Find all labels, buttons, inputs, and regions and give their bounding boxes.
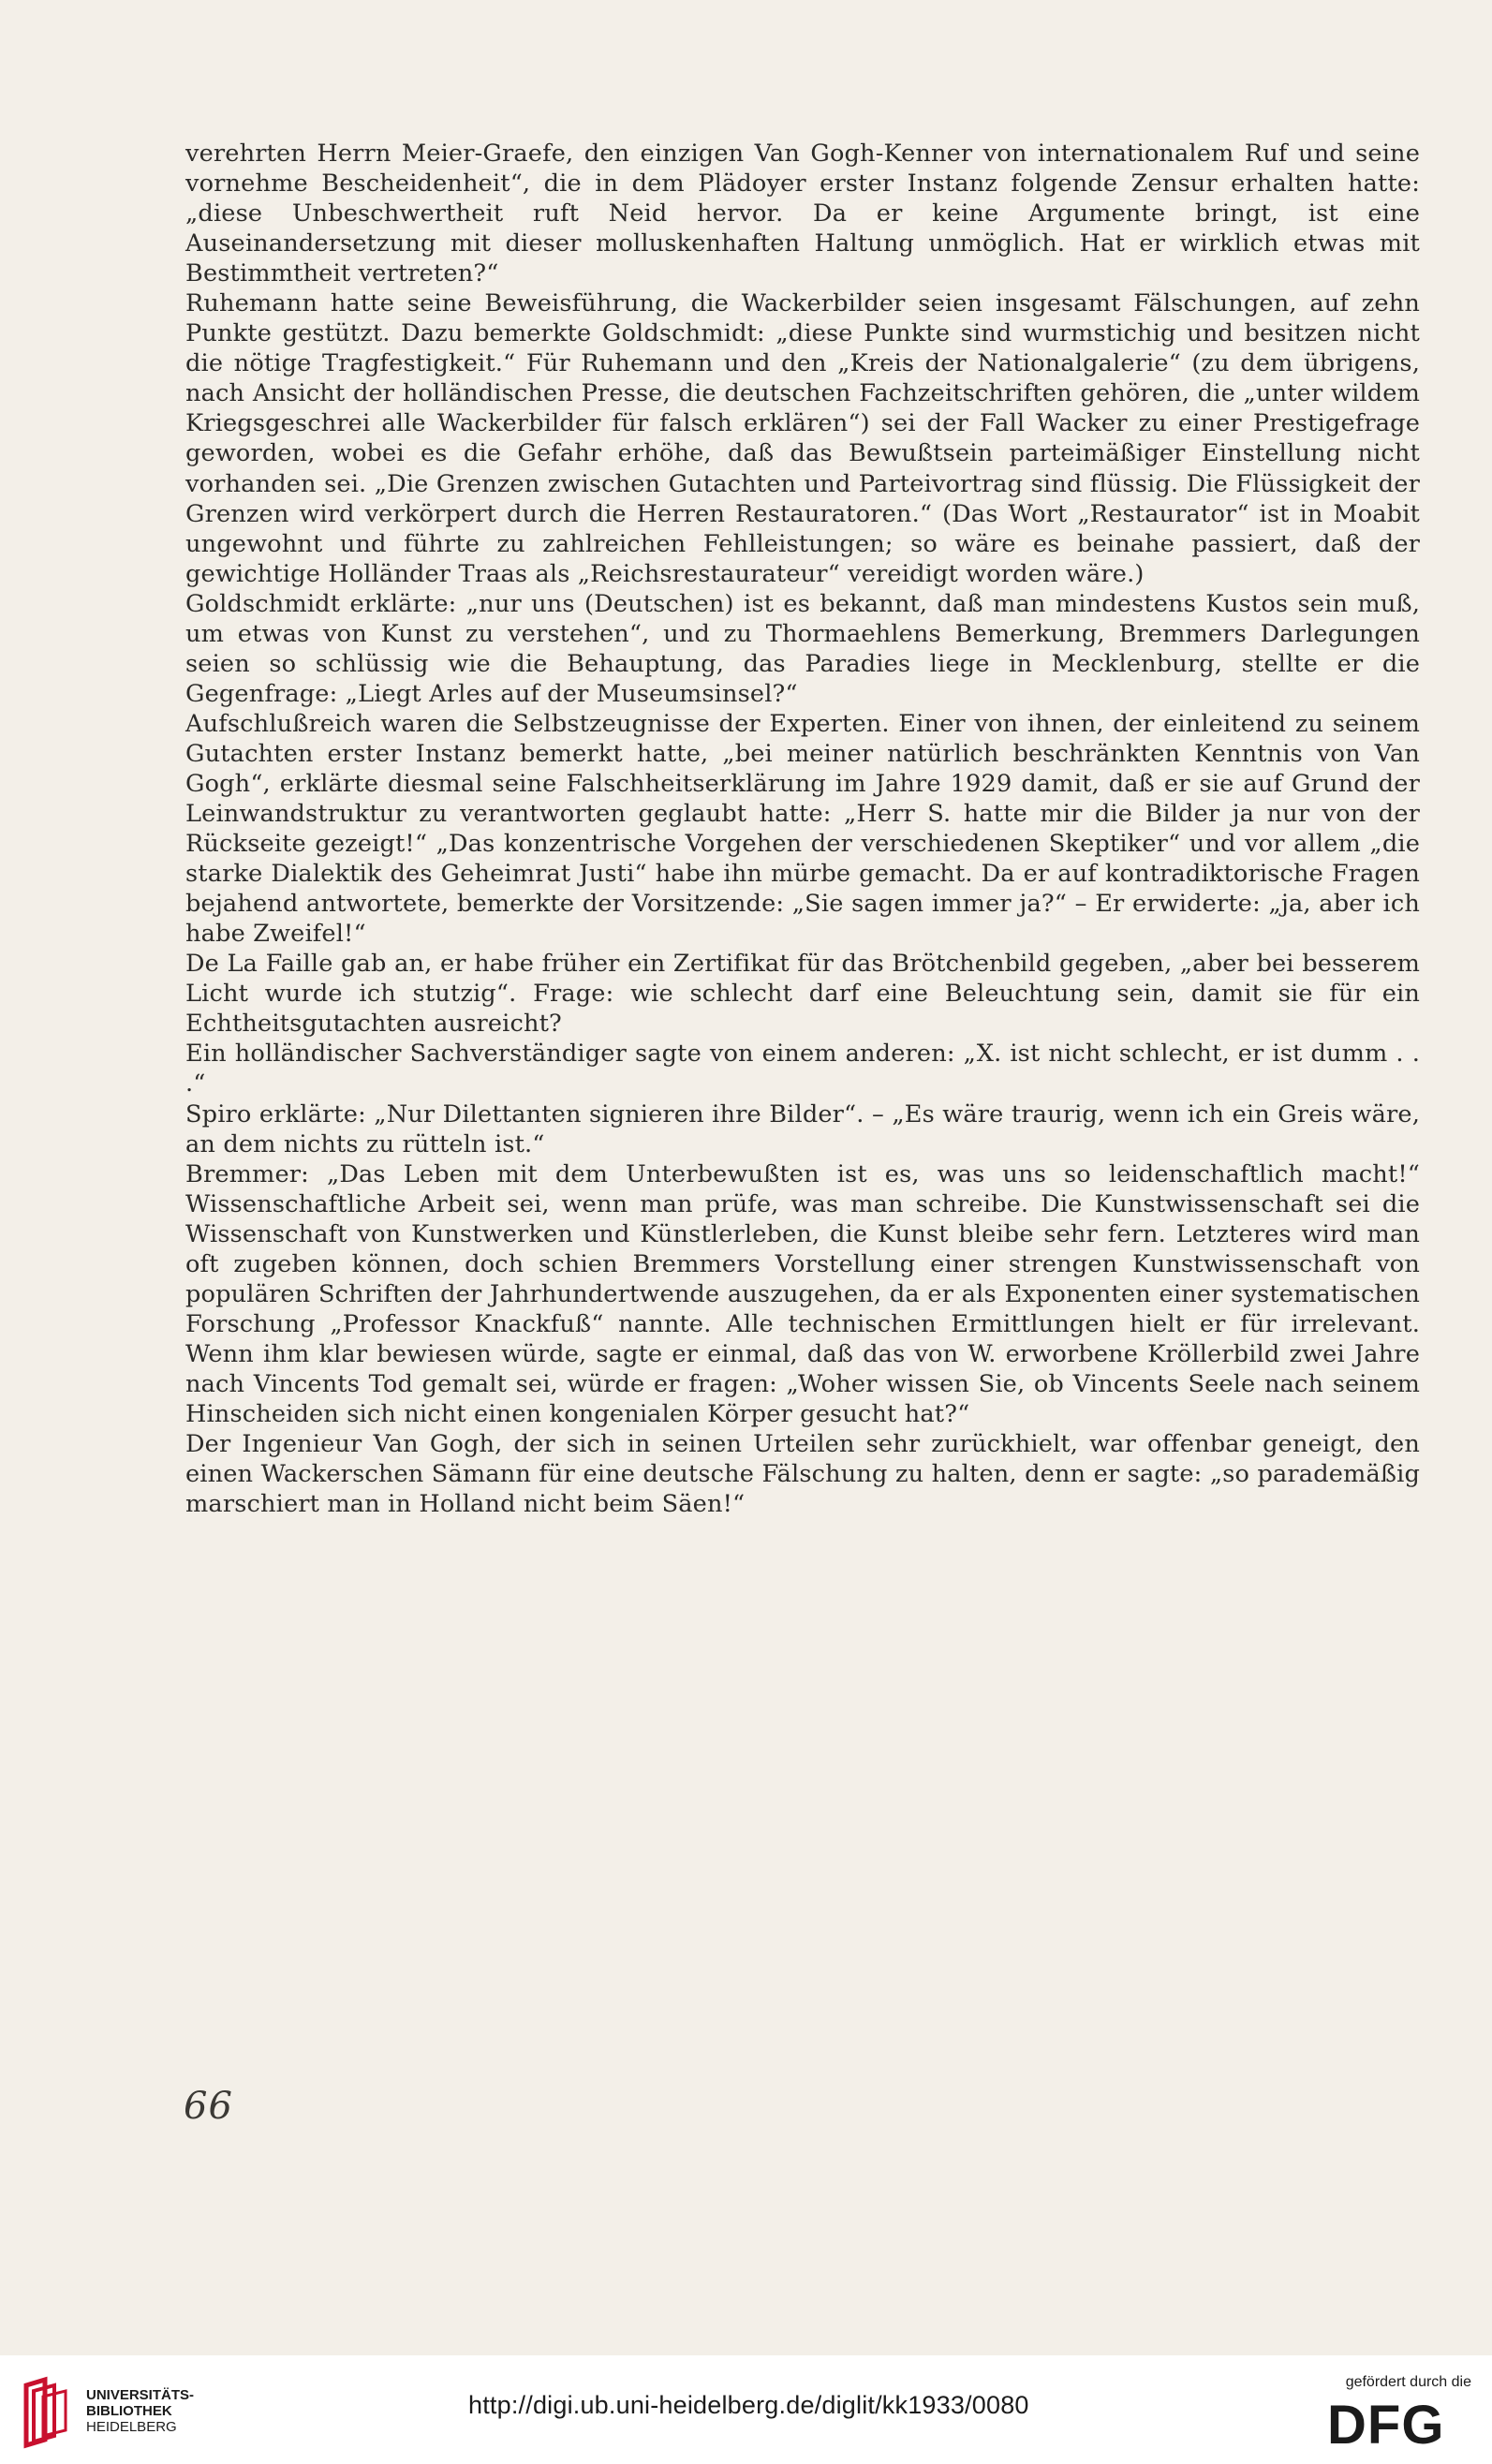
dfg-logo-text: DFG [1327,2397,1445,2449]
paragraph-7: Spiro erklärte: „Nur Dilettanten signieren ihre Bilder“. – „Es wäre traurig, wenn ich ein Greis wäre, an dem nichts zu rütteln ist.“ [185,1099,1420,1158]
footer-bar [0,2355,1492,2464]
document-url-link[interactable]: http://digi.ub.uni-heidelberg.de/diglit/kk1933/0080 [468,2391,1029,2419]
page-number: 66 [184,2085,233,2128]
body-text [185,139,1420,1519]
library-name-line-2: BIBLIOTHEK [86,2403,172,2419]
dfg-logo-icon[interactable] [1325,2397,1471,2449]
library-name[interactable] [86,2387,194,2435]
paragraph-6: Ein holländischer Sachverständiger sagte von einem anderen: „X. ist nicht schlecht, er ist dumm . . .“ [185,1040,1420,1099]
paragraph-3: Goldschmidt erklärte: „nur uns (Deutschen) ist es bekannt, daß man mindestens Kustos sein muß, um etwas von Kunst zu verstehen“, und zu Thormaehlens Bemerkung, Bremmers Darlegungen seien so schlüssig wie die Behauptung, das Paradies liege in Mecklenburg, stellte er die Gegenfrage: „Liegt Arles auf der Museumsinsel?“ [185,589,1420,708]
paragraph-2: Ruhemann hatte seine Beweisführung, die Wackerbilder seien insgesamt Fälschungen, auf zehn Punkte gestützt. Dazu bemerkte Goldschmidt: „diese Punkte sind wurmstichig und besitzen nicht die nötige Tragfestigkeit.“ Für Ruhemann und den „Kreis der Nationalgalerie“ (zu dem übrigens, nach Ansicht der holländischen Presse, die deutschen Fachzeitschriften gehören, die „unter wildem Kriegsgeschrei alle Wackerbilder für falsch erklären“) sei der Fall Wacker zu einer Prestigefrage geworden, wobei es die Gefahr erhöhe, daß das Bewußtsein parteimäßiger Einstellung nicht vorhanden sei. „Die Grenzen zwischen Gutachten und Parteivortrag sind flüssig. Die Flüssigkeit der Grenzen wird verkörpert durch die Herren Restauratoren.“ (Das Wort „Restaurator“ ist in Moabit ungewohnt und führte zu zahlreichen Fehlleistungen; so wäre es beinahe passiert, daß der gewichtige Holländer Traas als „Reichsrestaurateur“ vereidigt worden wäre.) [185,289,1420,588]
paragraph-1: verehrten Herrn Meier-Graefe, den einzigen Van Gogh-Kenner von internationalem Ruf und seine vornehme Bescheidenheit“, die in dem Plädoyer erster Instanz folgende Zensur erhalten hatte: „diese Unbeschwertheit ruft Neid hervor. Da er keine Argumente bringt, ist eine Auseinandersetzung mit dieser molluskenhaften Haltung unmöglich. Hat er wirklich etwas mit Bestimmtheit vertreten?“ [185,140,1420,288]
paragraph-8: Bremmer: „Das Leben mit dem Unterbewußten ist es, was uns so leidenschaftlich macht!“ Wissenschaftliche Arbeit sei, wenn man prüfe, was man schreibe. Die Kunstwissenschaft sei die Wissenschaft von Kunstwerken und Künstlerleben, die Kunst bleibe sehr fern. Letzteres wird man oft zugeben können, doch schien Bremmers Vorstellung einer strengen Kunstwissenschaft von populären Schriften der Jahrhundertwende auszugehen, da er als Exponenten einer systematischen Forschung „Professor Knackfuß“ nannte. Alle technischen Ermittlungen hielt er für irrelevant. Wenn ihm klar bewiesen würde, sagte er einmal, daß das von W. erworbene Kröllerbild zwei Jahre nach Vincents Tod gemalt sei, würde er fragen: „Woher wissen Sie, ob Vincents Seele nach seinem Hinscheiden sich nicht einen kongenialen Körper gesucht hat?“ [185,1159,1420,1428]
paragraph-4: Aufschlußreich waren die Selbstzeugnisse der Experten. Einer von ihnen, der einleitend zu seinem Gutachten erster Instanz bemerkt hatte, „bei meiner natürlich beschränkten Kenntnis von Van Gogh“, erklärte diesmal seine Falschheitserklärung im Jahre 1929 damit, daß er sie auf Grund der Leinwandstruktur zu verantworten geglaubt hatte: „Herr S. hatte mir die Bilder ja nur von der Rückseite gezeigt!“ „Das konzentrische Vorgehen der verschiedenen Skeptiker“ und vor allem „die starke Dialektik des Geheimrat Justi“ habe ihn mürbe gemacht. Da er auf kontradiktorische Fragen bejahend antwortete, bemerkte der Vorsitzende: „Sie sagen immer ja?“ – Er erwiderte: „ja, aber ich habe Zweifel!“ [185,709,1420,949]
library-name-line-3: HEIDELBERG [86,2419,177,2435]
paragraph-5: De La Faille gab an, er habe früher ein Zertifikat für das Brötchenbild gegeben, „aber bei besserem Licht wurde ich stutzig“. Frage: wie schlecht darf eine Beleuchtung sein, damit sie für ein Echtheitsgutachten ausreicht? [185,950,1420,1039]
funded-by-label: gefördert durch die [1345,2374,1471,2390]
library-name-line-1: UNIVERSITÄTS- [86,2387,195,2403]
paragraph-9: Der Ingenieur Van Gogh, der sich in seinen Urteilen sehr zurückhielt, war offenbar geneigt, den einen Wackerschen Sämann für eine deutsche Fälschung zu halten, denn er sagte: „so parademäßig marschiert man in Holland nicht beim Säen!“ [185,1430,1420,1519]
university-library-logo-icon[interactable] [17,2374,75,2449]
